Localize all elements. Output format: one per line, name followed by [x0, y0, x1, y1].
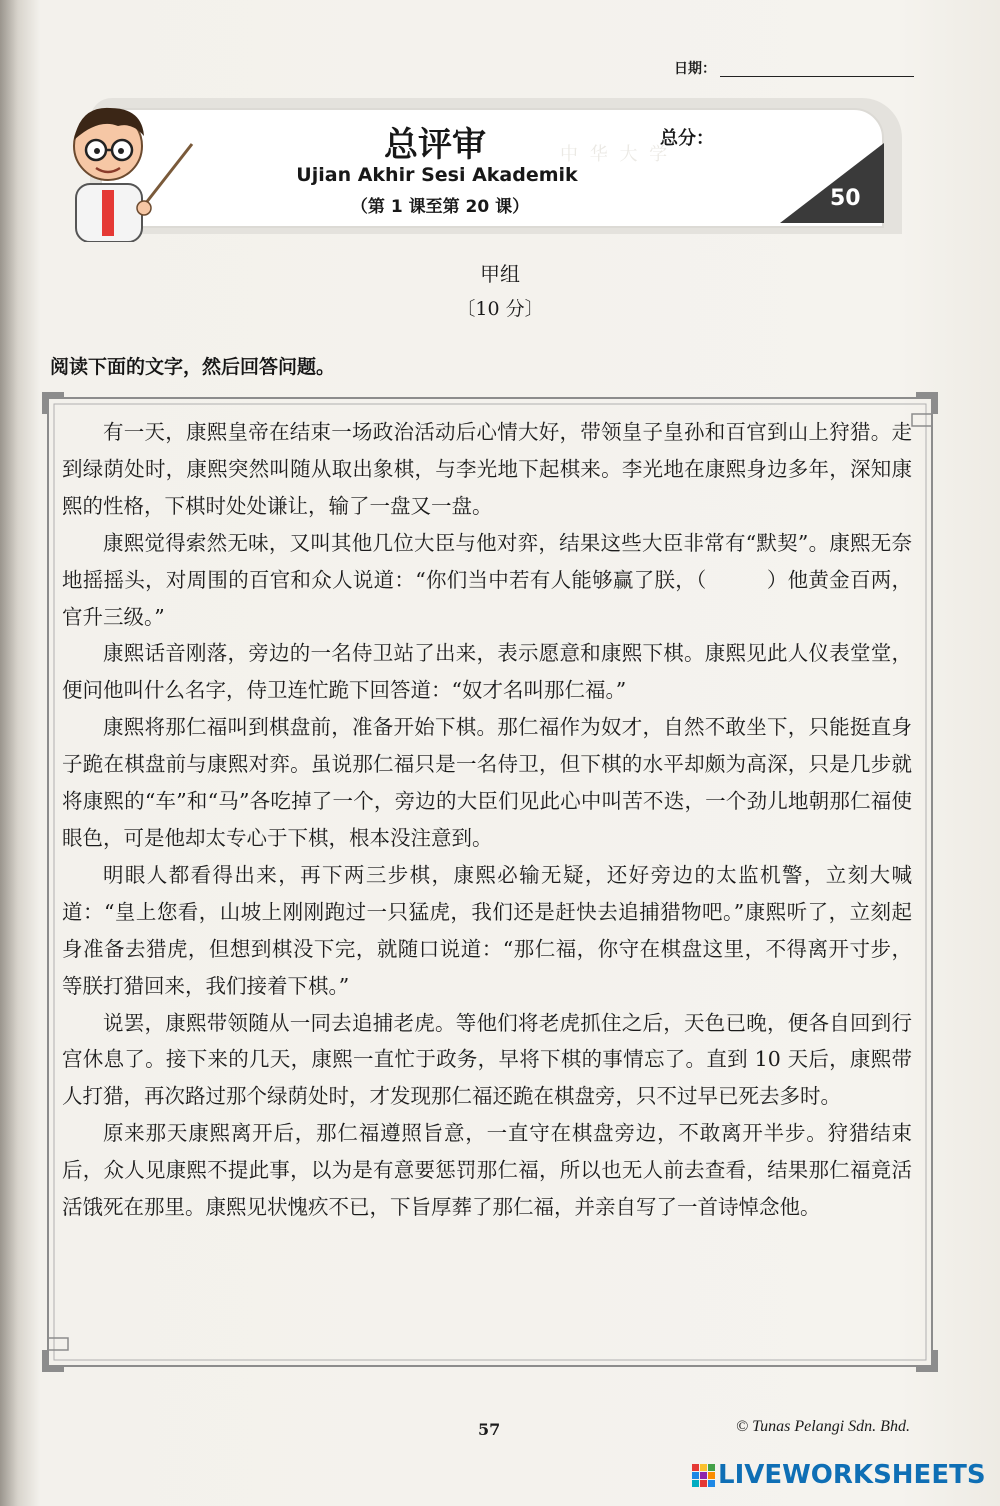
- teacher-mascot-icon: [58, 96, 198, 242]
- total-score: 50: [830, 186, 861, 211]
- date-field: [674, 58, 914, 82]
- publisher-credit: © Tunas Pelangi Sdn. Bhd.: [736, 1418, 910, 1435]
- page-subtitle: Ujian Akhir Sesi Akademik: [296, 164, 578, 186]
- passage-paragraph: 说罢，康熙带领随从一同去追捕老虎。等他们将老虎抓住之后，天色已晚，便各自回到行宫休息了。接下来的几天，康熙一直忙于政务，早将下棋的事情忘了。直到 10 天后，康熙带人打猎，再次路过那个绿荫处时，才发现那仁福还跪在棋盘旁，只不过早已死去多时。: [62, 1010, 912, 1109]
- section-points: 〔10 分〕: [456, 298, 544, 320]
- total-label: 总分：: [660, 128, 714, 149]
- watermark-text: LIVEWORKSHEETS: [718, 1460, 986, 1490]
- passage-text: ）他黄金百两，官升三级。”: [62, 567, 912, 629]
- passage-paragraph: 原来那天康熙离开后，那仁福遵照旨意，一直守在棋盘旁边，不敢离开半步。狩猎结束后，众人见康熙不提此事，以为是有意要惩罚那仁福，所以也无人前去查看，结果那仁福竟活活饿死在那里。康熙见状愧疚不已，下旨厚葬了那仁福，并亲自写了一首诗悼念他。: [62, 1121, 912, 1220]
- page-title: 总评审: [384, 125, 486, 165]
- liveworksheets-logo-icon: [692, 1460, 716, 1490]
- passage-paragraph: 康熙话音刚落，旁边的一名侍卫站了出来，表示愿意和康熙下棋。康熙见此人仪表堂堂，便问他叫什么名字，侍卫连忙跪下回答道：“奴才名叫那仁福。”: [62, 641, 912, 703]
- banner-background-text: 中 华 大 学: [560, 144, 671, 165]
- instruction-text: 阅读下面的文字，然后回答问题。: [50, 356, 336, 378]
- section-title: 甲组: [480, 262, 520, 286]
- score-box: [780, 143, 884, 223]
- page-number: 57: [478, 1420, 501, 1439]
- date-line: [720, 76, 914, 77]
- passage-paragraph-with-blank: [62, 525, 912, 636]
- passage-paragraph: 康熙将那仁福叫到棋盘前，准备开始下棋。那仁福作为奴才，自然不敢坐下，只能挺直身子跪在棋盘前与康熙对弈。虽说那仁福只是一名侍卫，但下棋的水平却颇为高深，只是几步就将康熙的“车”和“马”各吃掉了一个，旁边的大臣们见此心中叫苦不迭，一个劲儿地朝那仁福使眼色，可是他却太专心于下棋，根本没注意到。: [62, 715, 912, 850]
- passage-text: 康熙觉得索然无味，又叫其他几位大臣与他对弈，结果这些大臣非常有“默契”。康熙无奈地摇摇头，对周围的百官和众人说道：“你们当中若有人能够赢了朕，（: [62, 530, 912, 592]
- date-label: 日期：: [674, 61, 716, 77]
- passage-paragraph: 有一天，康熙皇帝在结束一场政治活动后心情大好，带领皇子皇孙和百官到山上狩猎。走到绿荫处时，康熙突然叫随从取出象棋，与李光地下起棋来。李光地在康熙身边多年，深知康熙的性格，下棋时处处谦让，输了一盘又一盘。: [62, 420, 912, 518]
- reading-passage: [62, 414, 912, 1226]
- passage-paragraph: 明眼人都看得出来，再下两三步棋，康熙必输无疑，还好旁边的太监机警，立刻大喊道：“皇上您看，山坡上刚刚跑过一只猛虎，我们还是赶快去追捕猎物吧。”康熙听了，立刻起身准备去猎虎，但想到棋没下完，就随口说道：“那仁福，你守在棋盘这里，不得离开寸步，等朕打猎回来，我们接着下棋。”: [62, 862, 912, 998]
- lesson-range: （第 1 课至第 20 课）: [350, 197, 530, 217]
